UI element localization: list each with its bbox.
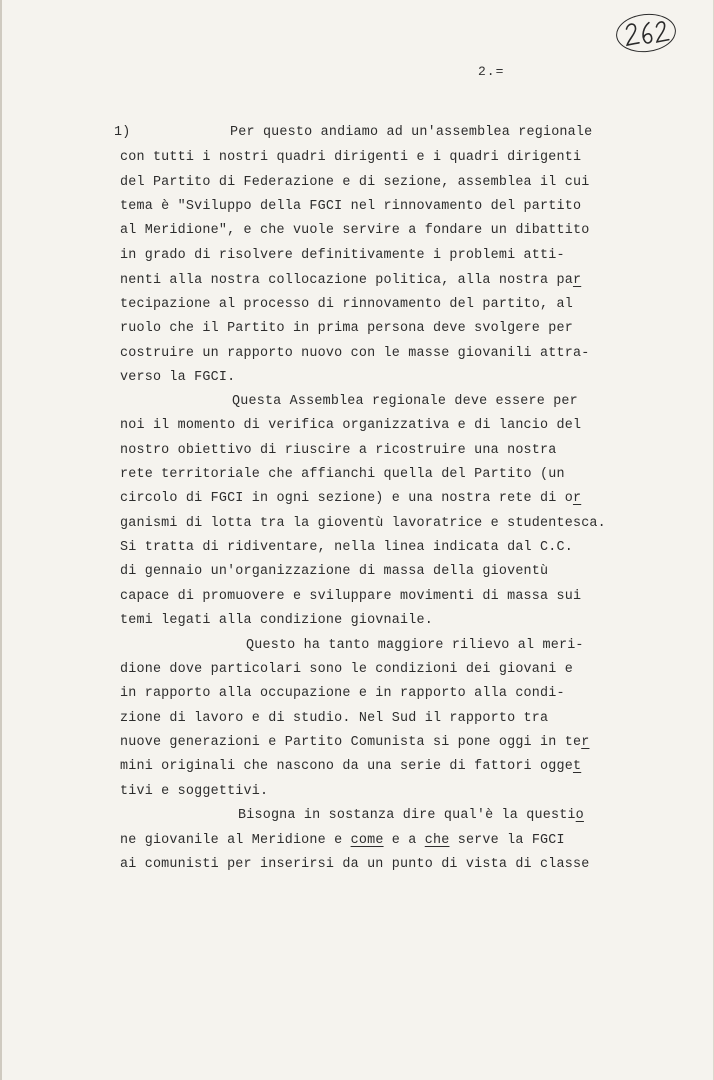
underlined-fragment: r: [572, 273, 582, 288]
text-line: verso la FGCI.: [120, 370, 236, 385]
text-fragment: e a: [383, 833, 425, 848]
text-line: Per questo andiamo ad un'assemblea regionale: [230, 125, 593, 140]
text-line: ai comunisti per inserirsi da un punto di vista di classe: [120, 857, 590, 872]
text-line: nostro obiettivo di riuscire a ricostruire una nostra: [120, 443, 557, 458]
text-line: temi legati alla condizione giovnaile.: [120, 613, 433, 628]
text-fragment: mini originali che nascono da una serie di fattori ogge: [120, 759, 573, 774]
text-fragment: Bisogna in sostanza dire qual'è la questi: [238, 808, 576, 823]
text-line: ruolo che il Partito in prima persona deve svolgere per: [120, 321, 573, 336]
text-line: ganismi di lotta tra la gioventù lavoratrice e studentesca.: [120, 516, 606, 531]
text-line: rete territoriale che affianchi quella del Partito (un: [120, 467, 565, 482]
text-fragment: circolo di FGCI in ogni sezione) e una nostra rete di o: [120, 491, 573, 506]
text-line: in rapporto alla occupazione e in rapporto alla condi-: [120, 686, 565, 701]
text-line: al Meridione", e che vuole servire a fondare un dibattito: [120, 223, 590, 238]
text-line: tivi e soggettivi.: [120, 784, 269, 799]
text-line: in grado di risolvere definitivamente i problemi atti-: [120, 248, 565, 263]
text-line: [120, 759, 581, 774]
text-fragment: ne giovanile al Meridione e: [120, 833, 351, 848]
text-line: Questa Assemblea regionale deve essere per: [232, 394, 578, 409]
text-line: [238, 808, 584, 823]
list-number: 1): [114, 125, 131, 140]
underlined-word: che: [424, 833, 450, 848]
text-line: [120, 491, 581, 506]
text-line: Si tratta di ridiventare, nella linea indicata dal C.C.: [120, 540, 573, 555]
archive-stamp: [614, 11, 678, 55]
text-line: capace di promuovere e sviluppare movimenti di massa sui: [120, 589, 582, 604]
text-line: zione di lavoro e di studio. Nel Sud il rapporto tra: [120, 711, 549, 726]
underlined-word: come: [350, 833, 384, 848]
underlined-fragment: t: [572, 759, 582, 774]
page-number: 2.=: [478, 64, 505, 79]
text-line: [120, 273, 581, 288]
text-fragment: serve la FGCI: [449, 833, 565, 848]
text-line: di gennaio un'organizzazione di massa della gioventù: [120, 564, 549, 579]
text-line: tecipazione al processo di rinnovamento del partito, al: [120, 297, 573, 312]
underlined-fragment: o: [575, 808, 584, 823]
text-line: dione dove particolari sono le condizioni dei giovani e: [120, 662, 573, 677]
text-line: tema è "Sviluppo della FGCI nel rinnovamento del partito: [120, 199, 582, 214]
text-line: costruire un rapporto nuovo con le masse giovanili attra-: [120, 346, 590, 361]
underlined-fragment: r: [581, 735, 590, 750]
handwritten-number-icon: [622, 17, 671, 50]
text-line: con tutti i nostri quadri dirigenti e i quadri dirigenti: [120, 150, 582, 165]
text-line: [120, 833, 565, 848]
text-fragment: nuove generazioni e Partito Comunista si pone oggi in te: [120, 735, 582, 750]
text-fragment: nenti alla nostra collocazione politica, alla nostra pa: [120, 273, 573, 288]
text-line: del Partito di Federazione e di sezione, assemblea il cui: [120, 175, 590, 190]
text-line: Questo ha tanto maggiore rilievo al meri-: [246, 638, 584, 653]
underlined-fragment: r: [572, 491, 582, 506]
text-line: noi il momento di verifica organizzativa e di lancio del: [120, 418, 582, 433]
text-line: [120, 735, 589, 750]
